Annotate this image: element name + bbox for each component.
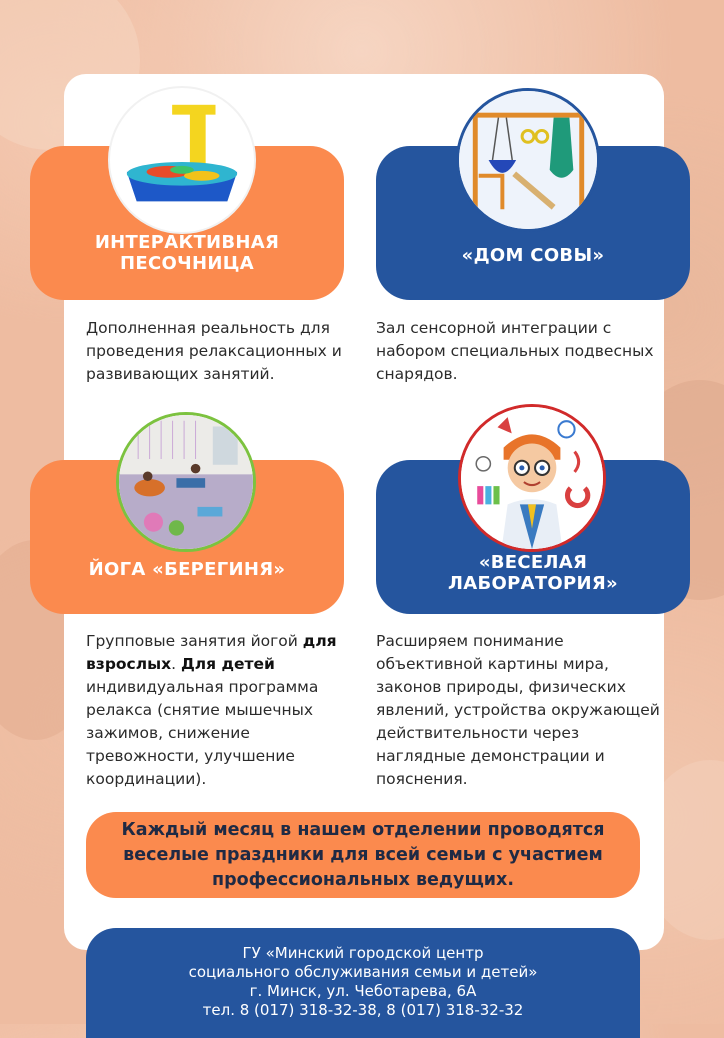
sandbox-title-line2: ПЕСОЧНИЦА [120, 253, 254, 274]
monthly-events-banner [86, 812, 640, 898]
yoga-desc-bold-adults: для взрослых [86, 632, 337, 673]
banner-line-3: профессиональных ведущих. [211, 869, 514, 890]
lab-title-line2: ЛАБОРАТОРИЯ» [448, 573, 618, 594]
yoga-desc-bold-children: Для детей [180, 655, 275, 673]
sandbox-description: Дополненная реальность для проведения релаксационных и развивающих занятий. [86, 319, 342, 383]
banner-line-1: Каждый месяц в нашем отделении проводятся [121, 819, 605, 840]
footer-address: г. Минск, ул. Чеботарева, 6А [249, 982, 477, 1000]
yoga-desc-text-2: . [171, 655, 181, 673]
yoga-desc-text-1: Групповые занятия йогой [86, 632, 303, 650]
footer-phones: тел. 8 (017) 318-32-38, 8 (017) 318-32-32 [202, 1001, 524, 1019]
sensory-gym-photo [456, 88, 600, 232]
lab-boy-illustration [458, 404, 606, 552]
lab-title-line1: «ВЕСЕЛАЯ [478, 552, 588, 573]
sandbox-photo [110, 88, 254, 232]
lab-description: Расширяем понимание объективной картины мира, законов природы, физических явлений, устройства окружающей действительности через наглядные демонстрации и пояснения. [376, 632, 660, 788]
owl-house-title: «ДОМ СОВЫ» [461, 245, 605, 266]
yoga-desc-text-3: индивидуальная программа релакса (снятие мышечных зажимов, снижение тревожности, улучшение координации). [86, 678, 319, 788]
owl-house-description: Зал сенсорной интеграции с набором специальных подвесных снарядов. [376, 319, 654, 383]
footer-organization-line2: социального обслуживания семьи и детей» [188, 963, 538, 981]
footer-organization-line1: ГУ «Минский городской центр [242, 944, 484, 962]
contact-footer [86, 928, 640, 1038]
banner-line-2: веселые праздники для всей семьи с участием [123, 844, 603, 865]
sandbox-title-line1: ИНТЕРАКТИВНАЯ [94, 232, 280, 253]
yoga-room-photo [116, 412, 256, 552]
yoga-description [86, 630, 356, 791]
yoga-title: ЙОГА «БЕРЕГИНЯ» [88, 559, 286, 580]
